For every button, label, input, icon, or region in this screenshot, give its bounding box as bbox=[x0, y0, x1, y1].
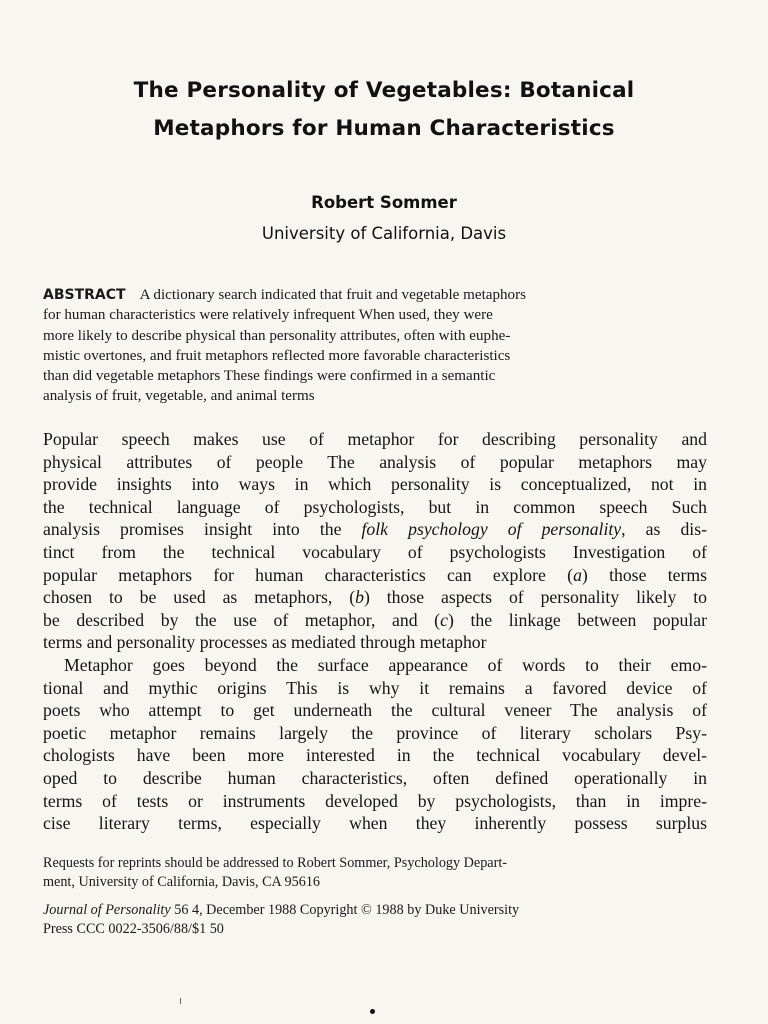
citation-line: Press CCC 0022-3506/88/$1 50 bbox=[43, 920, 224, 937]
body-line bbox=[43, 609, 707, 632]
abstract-line: more likely to describe physical than personality attributes, often with euphe- bbox=[43, 327, 511, 344]
body-line: poets who attempt to get underneath the cultural veneer The analysis of bbox=[43, 700, 707, 721]
body-line bbox=[43, 564, 707, 587]
body-text: , as dis- bbox=[621, 519, 707, 540]
body-line: tinct from the technical vocabulary of psychologists Investigation of bbox=[43, 541, 707, 562]
abstract-line: than did vegetable metaphors These findings were confirmed in a semantic bbox=[43, 368, 496, 385]
abstract-line: for human characteristics were relatively infrequent When used, they were bbox=[43, 307, 493, 324]
body-text: ) those terms bbox=[581, 564, 707, 585]
citation-text: 56 4, December 1988 Copyright © 1988 by Duke University bbox=[170, 902, 520, 918]
body-line bbox=[43, 518, 707, 541]
body-line: physical attributes of people The analysis of popular metaphors may bbox=[43, 451, 707, 472]
body-text: be described by the use of metaphor, and ( bbox=[43, 609, 441, 630]
body-text: ) the linkage between popular bbox=[447, 609, 707, 630]
italic-letter: a bbox=[573, 564, 582, 585]
title-line-1: The Personality of Vegetables: Botanical bbox=[133, 78, 635, 103]
article-title bbox=[40, 72, 728, 148]
italic-term: folk psychology of personality bbox=[361, 519, 622, 540]
body-text: ) those aspects of personality likely to bbox=[363, 587, 708, 608]
footnote-line: Requests for reprints should be addressed to Robert Sommer, Psychology Depart- bbox=[43, 855, 507, 871]
body-line: the technical language of psychologists, but in common speech Such bbox=[43, 496, 707, 517]
article-body bbox=[43, 428, 707, 835]
abstract-label: ABSTRACT bbox=[43, 287, 126, 303]
author-name: Robert Sommer bbox=[311, 193, 457, 212]
italic-letter: b bbox=[355, 587, 364, 608]
citation-line bbox=[43, 901, 663, 920]
title-line-2: Metaphors for Human Characteristics bbox=[153, 116, 615, 141]
abstract-line: analysis of fruit, vegetable, and animal terms bbox=[43, 388, 315, 405]
scan-mark bbox=[180, 998, 181, 1004]
body-line: tional and mythic origins This is why it remains a favored device of bbox=[43, 677, 707, 698]
body-text: analysis promises insight into the bbox=[43, 519, 362, 540]
journal-name: Journal of Personality bbox=[43, 902, 171, 918]
page-dot bbox=[370, 1009, 375, 1014]
abstract bbox=[43, 285, 659, 407]
author-affiliation: University of California, Davis bbox=[261, 224, 507, 243]
abstract-text: A dictionary search indicated that fruit and vegetable metaphors bbox=[139, 287, 527, 303]
body-line: provide insights into ways in which personality is conceptualized, not in bbox=[43, 474, 707, 495]
body-text: chosen to be used as metaphors, ( bbox=[43, 587, 356, 608]
body-line: cise literary terms, especially when they inherently possess surplus bbox=[43, 813, 707, 834]
journal-citation bbox=[43, 901, 663, 938]
reprint-footnote bbox=[43, 854, 663, 891]
body-line bbox=[43, 586, 707, 609]
body-line: Metaphor goes beyond the surface appearance of words to their emo- bbox=[64, 654, 707, 675]
body-line: oped to describe human characteristics, often defined operationally in bbox=[43, 767, 707, 788]
italic-letter: c bbox=[440, 609, 448, 630]
body-line: Popular speech makes use of metaphor for describing personality and bbox=[43, 429, 707, 449]
footnote-line: ment, University of California, Davis, CA 95616 bbox=[43, 873, 321, 890]
body-line: terms of tests or instruments developed by psychologists, than in impre- bbox=[43, 790, 707, 811]
body-line: chologists have been more interested in the technical vocabulary devel- bbox=[43, 745, 707, 766]
body-line: terms and personality processes as mediated through metaphor bbox=[43, 632, 487, 653]
body-text: popular metaphors for human characteristics can explore ( bbox=[43, 564, 574, 585]
abstract-line: mistic overtones, and fruit metaphors reflected more favorable characteristics bbox=[43, 347, 511, 364]
abstract-line bbox=[43, 285, 659, 305]
body-line: poetic metaphor remains largely the province of literary scholars Psy- bbox=[43, 722, 707, 743]
